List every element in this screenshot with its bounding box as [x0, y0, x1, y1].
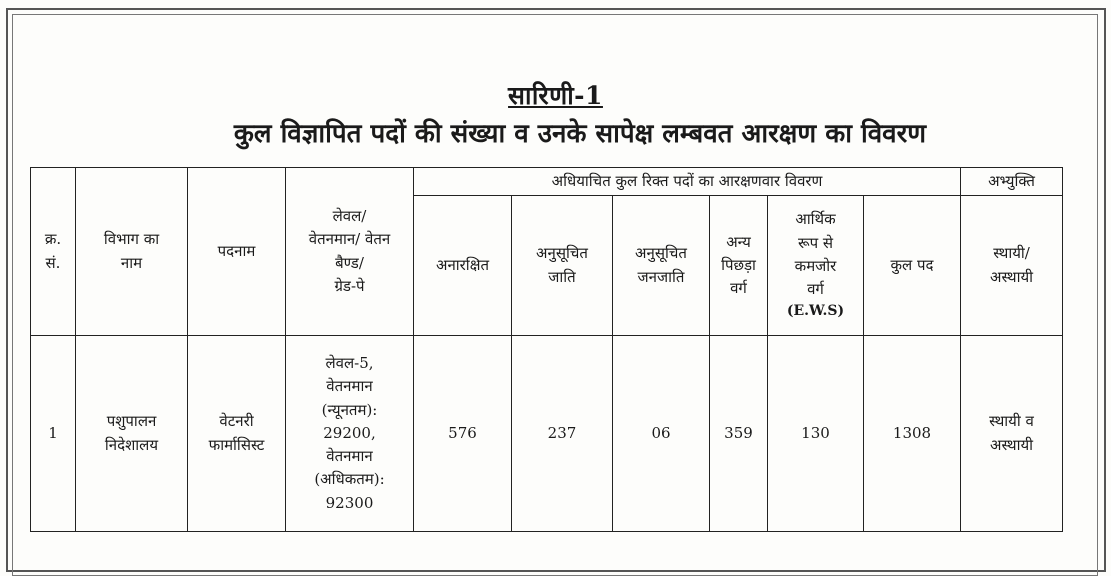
header-total: कुल पद: [864, 196, 961, 336]
header-post: पदनाम: [188, 168, 286, 336]
header-permanence: स्थायी/ अस्थायी: [961, 196, 1063, 336]
cell-ews: 130: [768, 336, 864, 532]
header-remarks-group: अभ्युक्ति: [961, 168, 1063, 196]
cell-obc: 359: [710, 336, 768, 532]
cell-sc: 237: [512, 336, 613, 532]
cell-remarks: स्थायी व अस्थायी: [961, 336, 1063, 532]
header-sc: अनुसूचित जाति: [512, 196, 613, 336]
header-department: विभाग का नाम: [76, 168, 188, 336]
table-subtitle: कुल विज्ञापित पदों की संख्या व उनके सापेक्ष लम्बवत आरक्षण का विवरण: [233, 119, 927, 149]
cell-pay-level: लेवल-5, वेतनमान (न्यूनतम): 29200, वेतनमान (अधिकतम): 92300: [286, 336, 414, 532]
header-serial: क्र. सं.: [31, 168, 76, 336]
header-reservation-group: अधियाचित कुल रिक्त पदों का आरक्षणवार विवरण: [414, 168, 961, 196]
cell-total: 1308: [864, 336, 961, 532]
header-pay-level: लेवल/ वेतनमान/ वेतन बैण्ड/ ग्रेड-पे: [286, 168, 414, 336]
header-ews: आर्थिक रूप से कमजोर वर्ग (E.W.S): [768, 196, 864, 336]
table-row: [31, 336, 1063, 532]
vacancy-table: [30, 167, 1063, 532]
cell-st: 06: [613, 336, 710, 532]
table-title: सारिणी-1: [508, 81, 603, 110]
cell-serial: 1: [31, 336, 76, 532]
cell-department: पशुपालन निदेशालय: [76, 336, 188, 532]
cell-post: वेटनरी फार्मासिस्ट: [188, 336, 286, 532]
header-obc: अन्य पिछड़ा वर्ग: [710, 196, 768, 336]
header-unreserved: अनारक्षित: [414, 196, 512, 336]
header-st: अनुसूचित जनजाति: [613, 196, 710, 336]
cell-unreserved: 576: [414, 336, 512, 532]
